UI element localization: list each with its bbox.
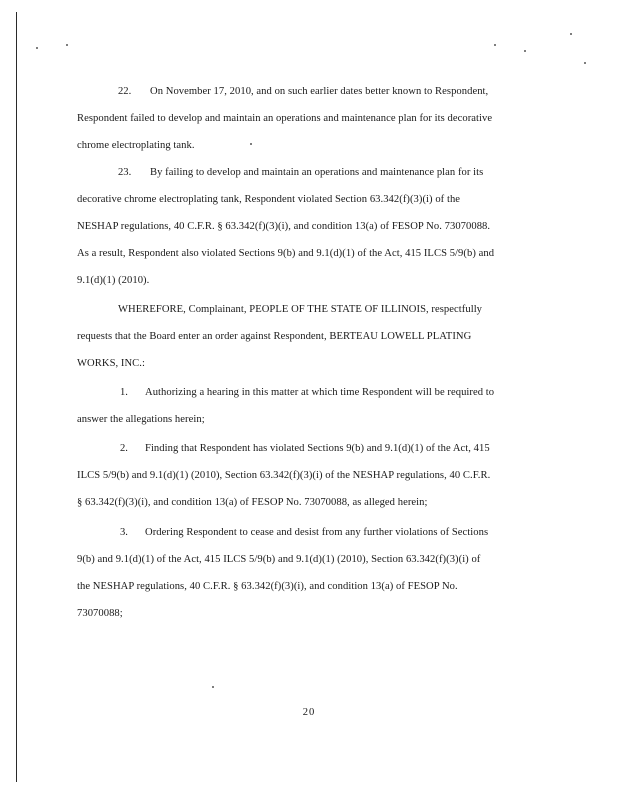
- relief-line: the NESHAP regulations, 40 C.F.R. § 63.342(f)(3)(i), and condition 13(a) of FESOP No.: [77, 581, 458, 592]
- scan-speck: [250, 143, 252, 145]
- scan-speck: [524, 50, 526, 52]
- relief-number: 3.: [120, 527, 128, 538]
- relief-line: 9(b) and 9.1(d)(1) of the Act, 415 ILCS 5/9(b) and 9.1(d)(1) (2010), Section 63.342(f)(3)(i) of: [77, 554, 481, 565]
- paragraph-line: 9.1(d)(1) (2010).: [77, 275, 150, 286]
- relief-line: 73070088;: [77, 608, 123, 619]
- scan-speck: [570, 33, 572, 35]
- paragraph-line: NESHAP regulations, 40 C.F.R. § 63.342(f)(3)(i), and condition 13(a) of FESOP No. 73070088.: [77, 221, 491, 232]
- left-margin-rule: [16, 12, 17, 782]
- paragraph-line: On November 17, 2010, and on such earlier dates better known to Respondent,: [150, 86, 489, 97]
- scan-speck: [36, 47, 38, 49]
- scan-speck: [584, 62, 586, 64]
- scan-speck: [212, 686, 214, 688]
- relief-number: 1.: [120, 387, 128, 398]
- paragraph-line: decorative chrome electroplating tank, Respondent violated Section 63.342(f)(3)(i) of the: [77, 194, 461, 205]
- relief-line: answer the allegations herein;: [77, 414, 205, 425]
- wherefore-line: WORKS, INC.:: [77, 358, 145, 369]
- paragraph-line: By failing to develop and maintain an operations and maintenance plan for its: [150, 167, 484, 178]
- page-number: 20: [302, 707, 316, 718]
- paragraph-line: Respondent failed to develop and maintain an operations and maintenance plan for its decorative: [77, 113, 493, 124]
- paragraph-line: chrome electroplating tank.: [77, 140, 195, 151]
- relief-line: § 63.342(f)(3)(i), and condition 13(a) of FESOP No. 73070088, as alleged herein;: [77, 497, 428, 508]
- scan-speck: [66, 44, 68, 46]
- scan-speck: [494, 44, 496, 46]
- wherefore-line: WHEREFORE, Complainant, PEOPLE OF THE STATE OF ILLINOIS, respectfully: [118, 304, 483, 315]
- relief-number: 2.: [120, 443, 128, 454]
- wherefore-line: requests that the Board enter an order against Respondent, BERTEAU LOWELL PLATING: [77, 331, 472, 342]
- paragraph-number: 23.: [118, 167, 132, 178]
- paragraph-number: 22.: [118, 86, 132, 97]
- relief-line: Ordering Respondent to cease and desist from any further violations of Sections: [145, 527, 489, 538]
- relief-line: Finding that Respondent has violated Sections 9(b) and 9.1(d)(1) of the Act, 415: [145, 443, 490, 454]
- paragraph-line: As a result, Respondent also violated Sections 9(b) and 9.1(d)(1) of the Act, 415 ILCS 5/9(b) and: [77, 248, 495, 259]
- relief-line: ILCS 5/9(b) and 9.1(d)(1) (2010), Section 63.342(f)(3)(i) of the NESHAP regulations, 40 C.F.R.: [77, 470, 491, 481]
- relief-line: Authorizing a hearing in this matter at which time Respondent will be required to: [145, 387, 495, 398]
